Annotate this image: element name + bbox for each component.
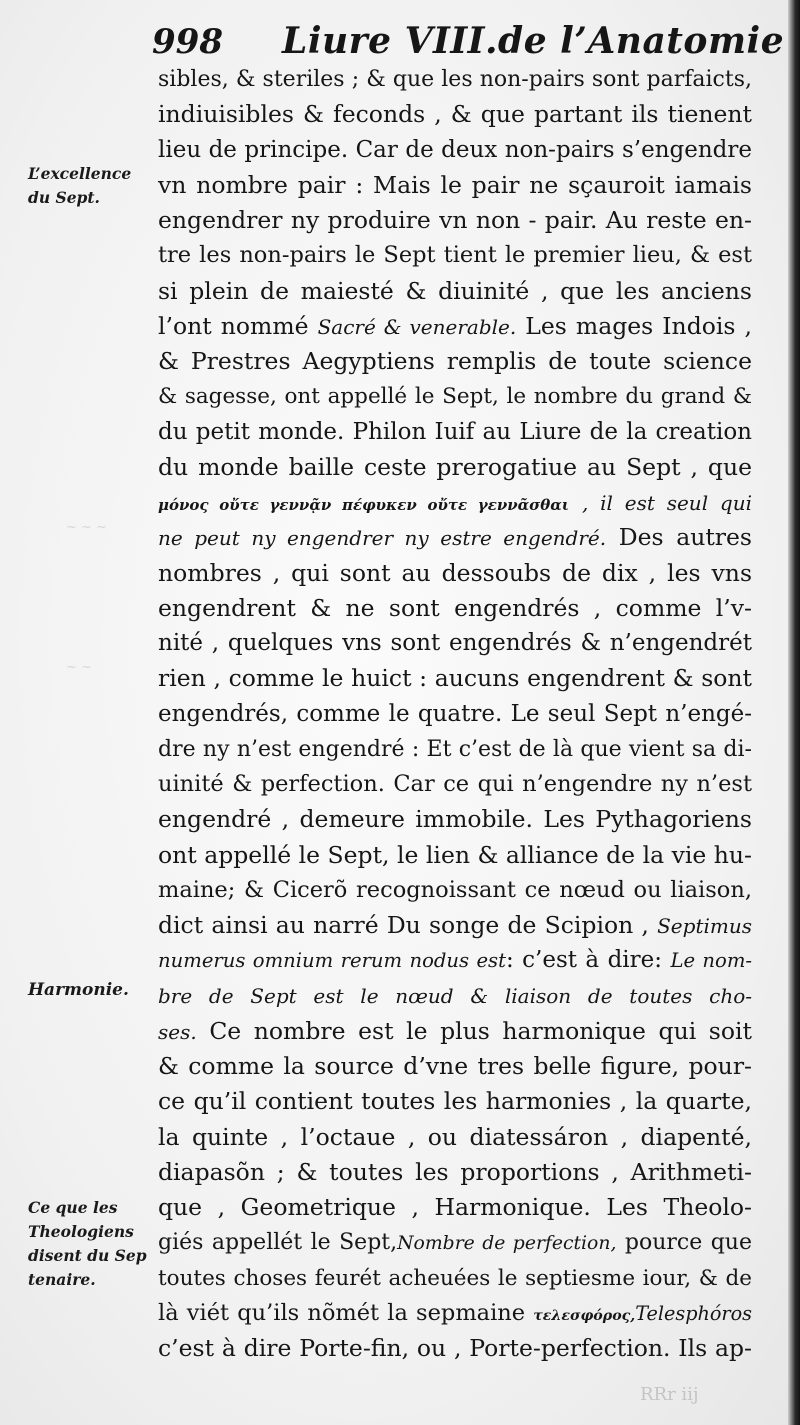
text-line [158,1296,752,1331]
text-line: c’est à dire Porte-fin, ou , Porte-perfection. Ils ap- [158,1334,752,1362]
text-line: nité , quelques vns sont engendrés & n’engendrét [158,630,752,656]
italic-phrase: , il est seul qui [581,491,752,515]
show-through-text: ~ ~ [66,660,92,675]
text-line: du monde baille ceste prerogatiue au Sept , que [158,452,752,481]
italic-phrase: numerus omnium rerum nodus est [158,949,506,973]
text-segment: Des autres [618,523,752,552]
text-line: vn nombre pair : Mais le pair ne sçauroit iamais [158,170,752,199]
text-segment: là viét qu’ils nõmét la sepmaine [158,1299,526,1326]
text-line: dre ny n’est engendré : Et c’est de là que vient sa di- [158,736,752,762]
text-line: engendrent & ne sont engendrés , comme l’v- [158,593,752,622]
text-line: que , Geometrique , Harmonique. Les Theolo- [158,1193,752,1221]
text-line: bre de Sept est le nœud & liaison de toutes cho- [158,983,752,1008]
margin-note-theologiens [28,1196,168,1292]
italic-phrase: ne peut ny engendrer ny estre engendré. [158,526,607,551]
text-line: maine; & Cicerõ recognoissant ce nœud ou liaison, [158,876,752,903]
text-line: indiuisibles & feconds , & que partant ils tienent [158,100,752,129]
margin-note-line: Ce que les [28,1198,118,1217]
text-line: engendrés, comme le quatre. Le seul Sept n’engé- [158,700,752,727]
text-line: uinité & perfection. Car ce qui n’engendre ny n’est [158,771,752,797]
text-line [158,1014,752,1049]
text-line: si plein de maiesté & diuinité , que les anciens [158,276,752,305]
text-line [158,309,752,344]
italic-phrase: Le nom- [670,949,753,973]
margin-note-line: tenaire. [28,1270,96,1289]
text-line: toutes choses feurét acheuées le septiesme iour, & de [158,1265,752,1291]
text-segment: l’ont nommé [158,311,309,340]
text-line: engendrer ny produire vn non - pair. Au reste en- [158,206,752,234]
text-line: ce qu’il contient toutes les harmonies , la quarte, [158,1087,752,1116]
italic-phrase: Nombre de perfection, [397,1233,617,1255]
body-text [158,62,752,1366]
margin-note-line: du Sept. [28,188,100,207]
text-line [158,943,752,978]
catchword-show-through: RRr iij [640,1384,699,1405]
text-line: du petit monde. Philon Iuif au Liure de la creation [158,418,752,445]
italic-phrase: Telesphóros [635,1301,752,1325]
text-line: la quinte , l’octaue , ou diatessáron , diapenté, [158,1122,752,1151]
text-line: rien , comme le huict : aucuns engendrent & sont [158,664,752,693]
running-title: Liure VIII.de l’Anatomie [282,20,785,62]
margin-note-line: disent du Sep [28,1246,147,1265]
text-segment: : c’est à dire: [505,947,663,974]
text-line [158,485,752,520]
margin-note-excellence [28,162,168,210]
text-segment: giés appellét le Sept, [158,1230,398,1256]
text-line: ont appellé le Sept, le lien & alliance de la vie hu- [158,840,752,869]
text-line [158,1225,752,1260]
text-line: sibles, & steriles ; & que les non-pairs sont parfaicts, [158,67,752,92]
italic-phrase: Septimus [657,914,752,938]
italic-phrase: ses. [158,1019,197,1044]
show-through-text: ~ ~ ~ [66,520,107,535]
text-line [158,908,752,943]
greek-word: τελεσφόρος, [533,1307,636,1324]
text-line: nombres , qui sont au dessoubs de dix , les vns [158,558,752,587]
text-line: & sagesse, ont appellé le Sept, le nombre du grand & [158,384,752,410]
margin-note-line: L’excellence [28,164,132,183]
text-segment: Les mages Indois , [525,311,752,340]
text-line: lieu de principe. Car de deux non-pairs s’engendre [158,136,752,163]
text-segment: dict ainsi au narré Du songe de Scipion , [158,911,649,939]
text-line: engendré , demeure immobile. Les Pythagoriens [158,805,752,834]
text-line: tre les non-pairs le Sept tient le premier lieu, & est [158,242,752,269]
page-number: 998 [152,22,223,62]
margin-note-harmonie [28,978,168,1002]
italic-phrase: Sacré & venerable. [317,314,517,339]
scan-edge-shadow [788,0,800,1425]
text-segment: Ce nombre est le plus harmonique qui soit [209,1016,752,1045]
greek-quotation: μόνος οὔτε γεννᾷν πέφυκεν οὔτε γεννᾶσθαι [158,496,570,514]
margin-note-line: Theologiens [28,1222,134,1241]
text-segment: pource que [624,1230,752,1256]
text-line: & Prestres Aegyptiens remplis de toute science [158,347,752,375]
margin-note-line: Harmonie. [28,980,129,1000]
text-line: & comme la source d’vne tres belle figure, pour- [158,1052,752,1080]
text-line: diapasõn ; & toutes les proportions , Arithmeti- [158,1157,752,1186]
text-line [158,520,752,555]
